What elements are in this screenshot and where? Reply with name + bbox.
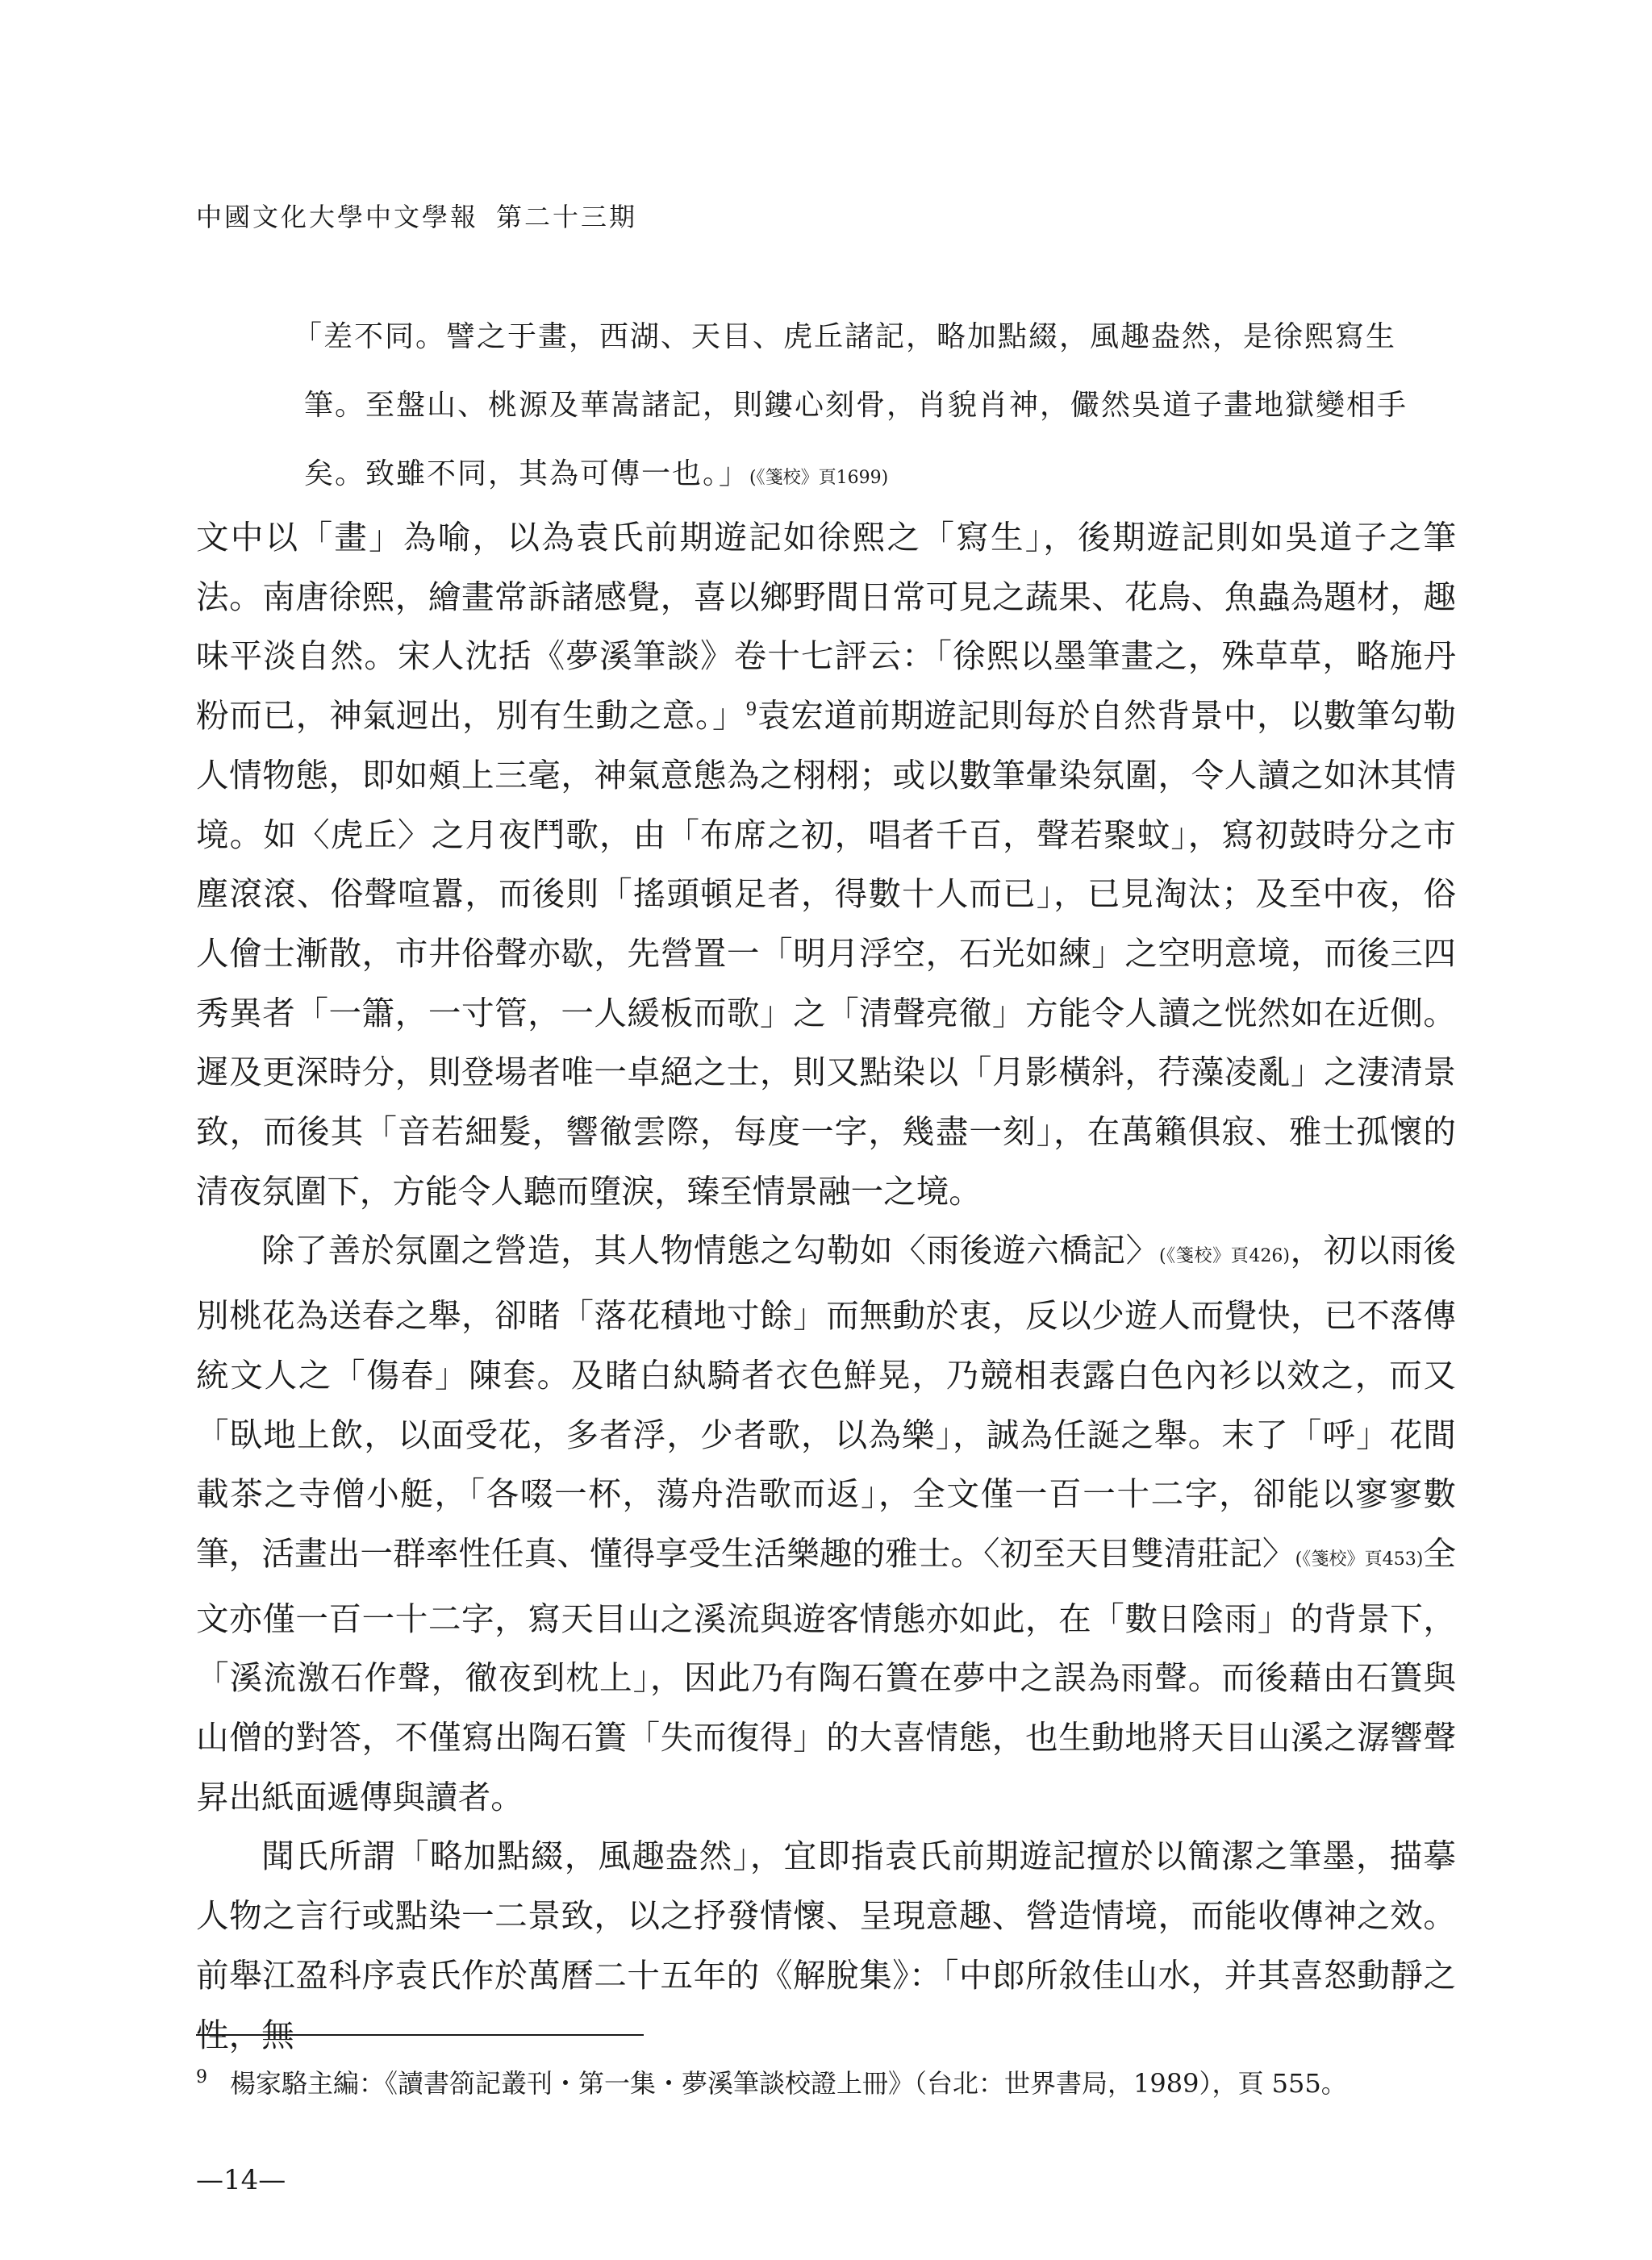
body-text bbox=[196, 508, 1456, 2065]
paragraph-text: 全文亦僅一百一十二字，寫天目山之溪流與遊客情態亦如此，在「數日陰雨」的背景下，「溪流激石作聲，徹夜到枕上」，因此乃有陶石簣在夢中之誤為雨聲。而後藉由石簣與山僧的對答，不僅寫出陶石簣「失而復得」的大喜情態，也生動地將天目山溪之潺響聲昇出紙面遞傳與讀者。 bbox=[196, 1533, 1456, 1816]
page-number: —14— bbox=[196, 2164, 286, 2196]
running-header bbox=[196, 197, 637, 234]
paragraph-text: 文中以「畫」為喻，以為袁氏前期遊記如徐熙之「寫生」，後期遊記則如吳道子之筆法。南唐徐熙，繪畫常訴諸感覺，喜以鄉野間日常可見之蔬果、花鳥、魚蟲為題材，趣味平淡自然。宋人沈括《夢溪筆談》卷十七評云：「徐熙以墨筆畫之，殊草草，略施丹粉而已，神氣迥出，別有生動之意。」 bbox=[196, 518, 1456, 736]
footnote-text: 楊家駱主編：《讀書箚記叢刊・第一集・夢溪筆談校證上冊》（台北：世界書局，1989），頁 555。 bbox=[230, 2068, 1347, 2099]
paragraph bbox=[196, 1827, 1456, 2065]
footnote-divider bbox=[196, 2034, 644, 2036]
footnote-marker[interactable]: 9 bbox=[745, 699, 757, 720]
quote-text: 矣。致雖不同，其為可傳一也。」 bbox=[304, 457, 750, 490]
quote-line bbox=[293, 440, 1454, 512]
inline-citation: (《箋校》頁453) bbox=[1295, 1549, 1424, 1570]
paragraph-text: 聞氏所謂「略加點綴，風趣盎然」，宜即指袁氏前期遊記擅於以簡潔之筆墨，描摹人物之言行或點染一二景致，以之抒發情懷、呈現意趣、營造情境，而能收傳神之效。前舉江盈科序袁氏作於萬曆二十五年的《解脫集》：「中郎所敘佳山水，并其喜怒動靜之性，無 bbox=[196, 1837, 1456, 2054]
issue-number: 第二十三期 bbox=[496, 202, 638, 232]
footnote: 9 楊家駱主編：《讀書箚記叢刊・第一集・夢溪筆談校證上冊》（台北：世界書局，1989），頁 555。 bbox=[196, 2067, 1347, 2099]
journal-title: 中國文化大學中文學報 bbox=[196, 202, 479, 232]
quote-citation: (《箋校》頁1699) bbox=[749, 468, 889, 488]
paragraph-text: 袁宏道前期遊記則每於自然背景中，以數筆勾勒人情物態，即如頰上三毫，神氣意態為之栩栩；或以數筆暈染氛圍，令人讀之如沐其情境。如〈虎丘〉之月夜鬥歌，由「布席之初，唱者千百，聲若聚蚊」，寫初鼓時分之市塵滾滾、俗聲喧囂，而後則「搖頭頓足者，得數十人而已」，已見淘汰；及至中夜，俗人儈士漸散，市井俗聲亦歇，先營置一「明月浮空，石光如練」之空明意境，而後三四秀異者「一簫，一寸管，一人緩板而歌」之「清聲亮徹」方能令人讀之恍然如在近側。遲及更深時分，則登場者唯一卓絕之士，則又點染以「月影橫斜，荇藻凌亂」之淒清景致，而後其「音若細髮，響徹雲際，每度一字，幾盡一刻」，在萬籟俱寂、雅士孤懷的清夜氛圍下，方能令人聽而墮淚，臻至情景融一之境。 bbox=[196, 696, 1456, 1211]
quote-line: 「差不同。譬之于畫，西湖、天目、虎丘諸記，略加點綴，風趣盎然，是徐熙寫生 bbox=[293, 320, 1397, 353]
paragraph bbox=[196, 1221, 1456, 1827]
inline-citation: (《箋校》頁426) bbox=[1158, 1246, 1290, 1267]
paragraph-text: ，初以雨後別桃花為送春之舉，卻睹「落花積地寸餘」而無動於衷，反以少遊人而覺快，已不落傳統文人之「傷春」陳套。及睹白紈騎者衣色鮮晃，乃競相表露白色內衫以效之，而又「臥地上飲，以面受花，多者浮，少者歌，以為樂」，誠為任誕之舉。末了「呼」花間載茶之寺僧小艇，「各啜一杯，蕩舟浩歌而返」，全文僅一百一十二字，卻能以寥寥數筆，活畫出一群率性任真、懂得享受生活樂趣的雅士。〈初至天目雙清莊記〉 bbox=[196, 1231, 1457, 1573]
block-quote bbox=[293, 302, 1454, 512]
quote-line: 筆。至盤山、桃源及華嵩諸記，則鏤心刻骨，肖貌肖神，儼然吳道子畫地獄變相手 bbox=[304, 389, 1408, 422]
paragraph bbox=[196, 508, 1456, 1221]
paragraph-text: 除了善於氛圍之營造，其人物情態之勾勒如〈雨後遊六橋記〉 bbox=[261, 1231, 1159, 1270]
